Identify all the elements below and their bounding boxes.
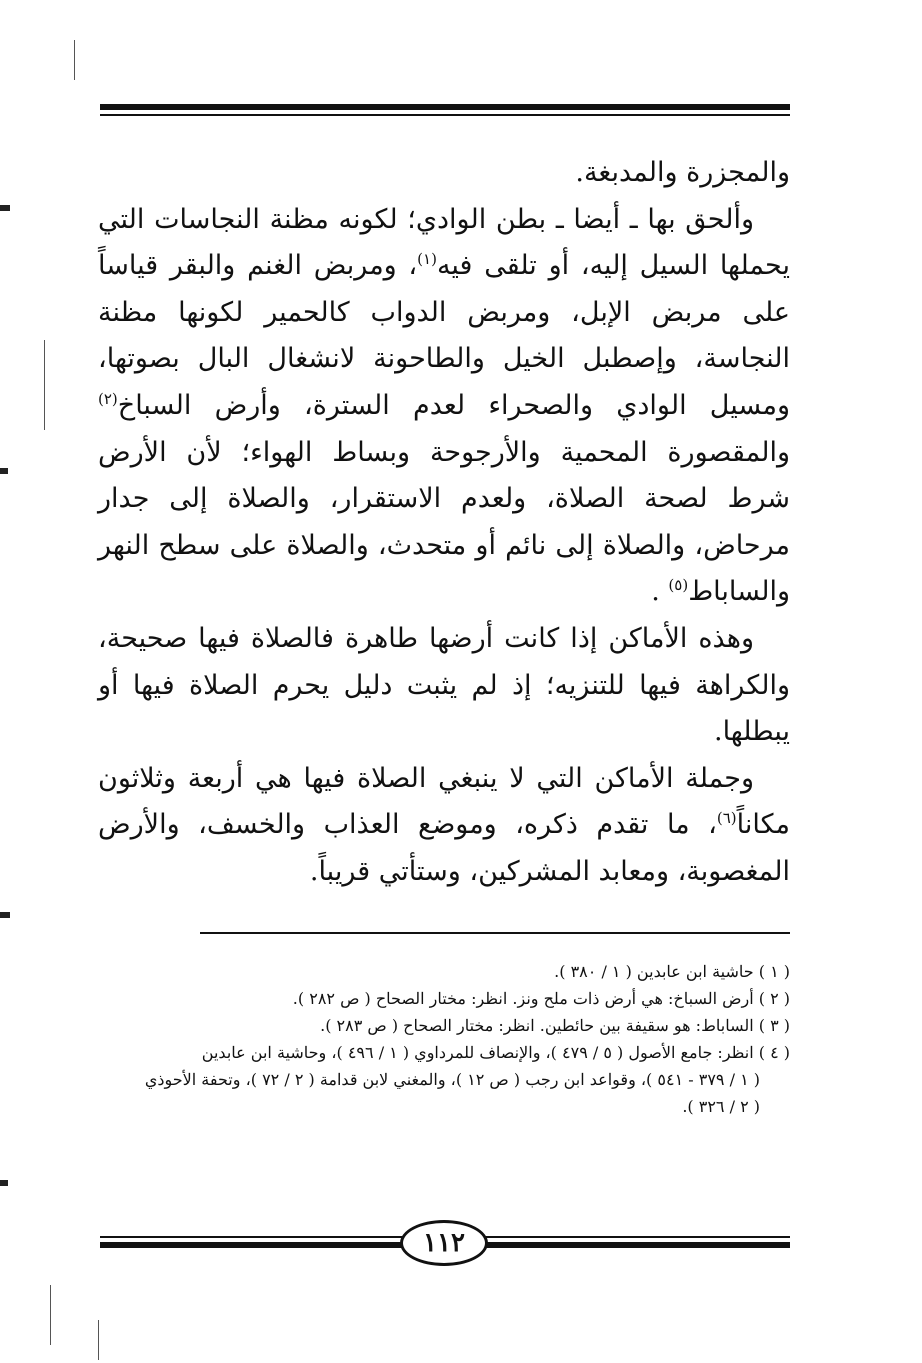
footnote-2: ( ٢ ) أرض السباخ: هي أرض ذات ملح ونز. انظر: مختار الصحاح ( ص ٢٨٢ ). bbox=[292, 989, 790, 1008]
footnote-4-continued: ( ١ / ٣٧٩ - ٥٤١ )، وقواعد ابن رجب ( ص ١٢ )، والمغني لابن قدامة ( ٢ / ٧٢ )، وتحفة الأحوذي bbox=[144, 1070, 760, 1089]
scan-artifact bbox=[74, 40, 75, 80]
scan-artifact bbox=[0, 468, 8, 474]
scan-artifact bbox=[0, 1180, 8, 1186]
paragraph-4: وجملة الأماكن التي لا ينبغي الصلاة فيها هي أربعة وثلاثون مكاناً$^{(٦)}$، ما تقدم ذكره، وموضع العذاب والخسف، والأرض المغصوبة، ومعابد المشركين، وستأتي قريباً. bbox=[98, 762, 790, 887]
header-rule-thin bbox=[100, 114, 790, 116]
footnote-ref-5: (٥) bbox=[668, 576, 689, 595]
scan-artifact bbox=[44, 340, 45, 430]
scan-artifact bbox=[50, 1285, 51, 1345]
footnote-4: ( ٤ ) انظر: جامع الأصول ( ٥ / ٤٧٩ )، والإنصاف للمرداوي ( ١ / ٤٩٦ )، وحاشية ابن عابدين bbox=[201, 1043, 790, 1062]
footnote-ref-1: (١) bbox=[417, 250, 437, 269]
scan-artifact bbox=[0, 912, 10, 918]
footnotes bbox=[98, 958, 790, 1120]
header-rule-thick bbox=[100, 104, 790, 110]
footnote-separator bbox=[200, 932, 790, 934]
main-text bbox=[98, 150, 790, 896]
footnote-3: ( ٣ ) الساباط: هو سقيفة بين حائطين. انظر: مختار الصحاح ( ص ٢٨٣ ). bbox=[320, 1016, 790, 1035]
page-number bbox=[400, 1220, 488, 1266]
paragraph-1: والمجزرة والمدبغة. bbox=[575, 157, 790, 188]
page-number-text: ١١٢ bbox=[423, 1228, 465, 1258]
paragraph-3: وهذه الأماكن إذا كانت أرضها طاهرة فالصلاة فيها صحيحة، والكراهة فيها للتنزيه؛ إذ لم يثبت دليل يحرم الصلاة فيها أو يبطلها. bbox=[98, 622, 790, 748]
scan-artifact bbox=[98, 1320, 99, 1360]
paragraph-2: وألحق بها ـ أيضا ـ بطن الوادي؛ لكونه مظنة النجاسات التي يحملها السيل إليه، أو تلقى فيه$^{(١)}$، ومربض الغنم والبقر قياساً على مربض الإبل، ومربض الدواب كالحمير لكونها مظنة النجاسة، وإصطبل الخيل والطاحونة لانشغال البال بصوتها، ومسيل الوادي والصحراء لعدم السترة، وأرض السباخ$^{(٢)}$ والمقصورة المحمية والأرجوحة وبساط الهواء؛ لأن الأرض شرط لصحة الصلاة، ولعدم الاستقرار، والصلاة إلى جدار مرحاض، والصلاة إلى نائم أو متحدث، والصلاة على سطح النهر والساباط$^{(٥)}$ . bbox=[98, 203, 790, 608]
footnote-1: ( ١ ) حاشية ابن عابدين ( ١ / ٣٨٠ ). bbox=[554, 962, 790, 981]
footnote-4-end: ( ٢ / ٣٢٦ ). bbox=[682, 1097, 760, 1116]
scan-artifact bbox=[0, 205, 10, 211]
footnote-ref-2: (٢) bbox=[98, 389, 118, 408]
footnote-ref-6: (٦) bbox=[716, 809, 737, 828]
